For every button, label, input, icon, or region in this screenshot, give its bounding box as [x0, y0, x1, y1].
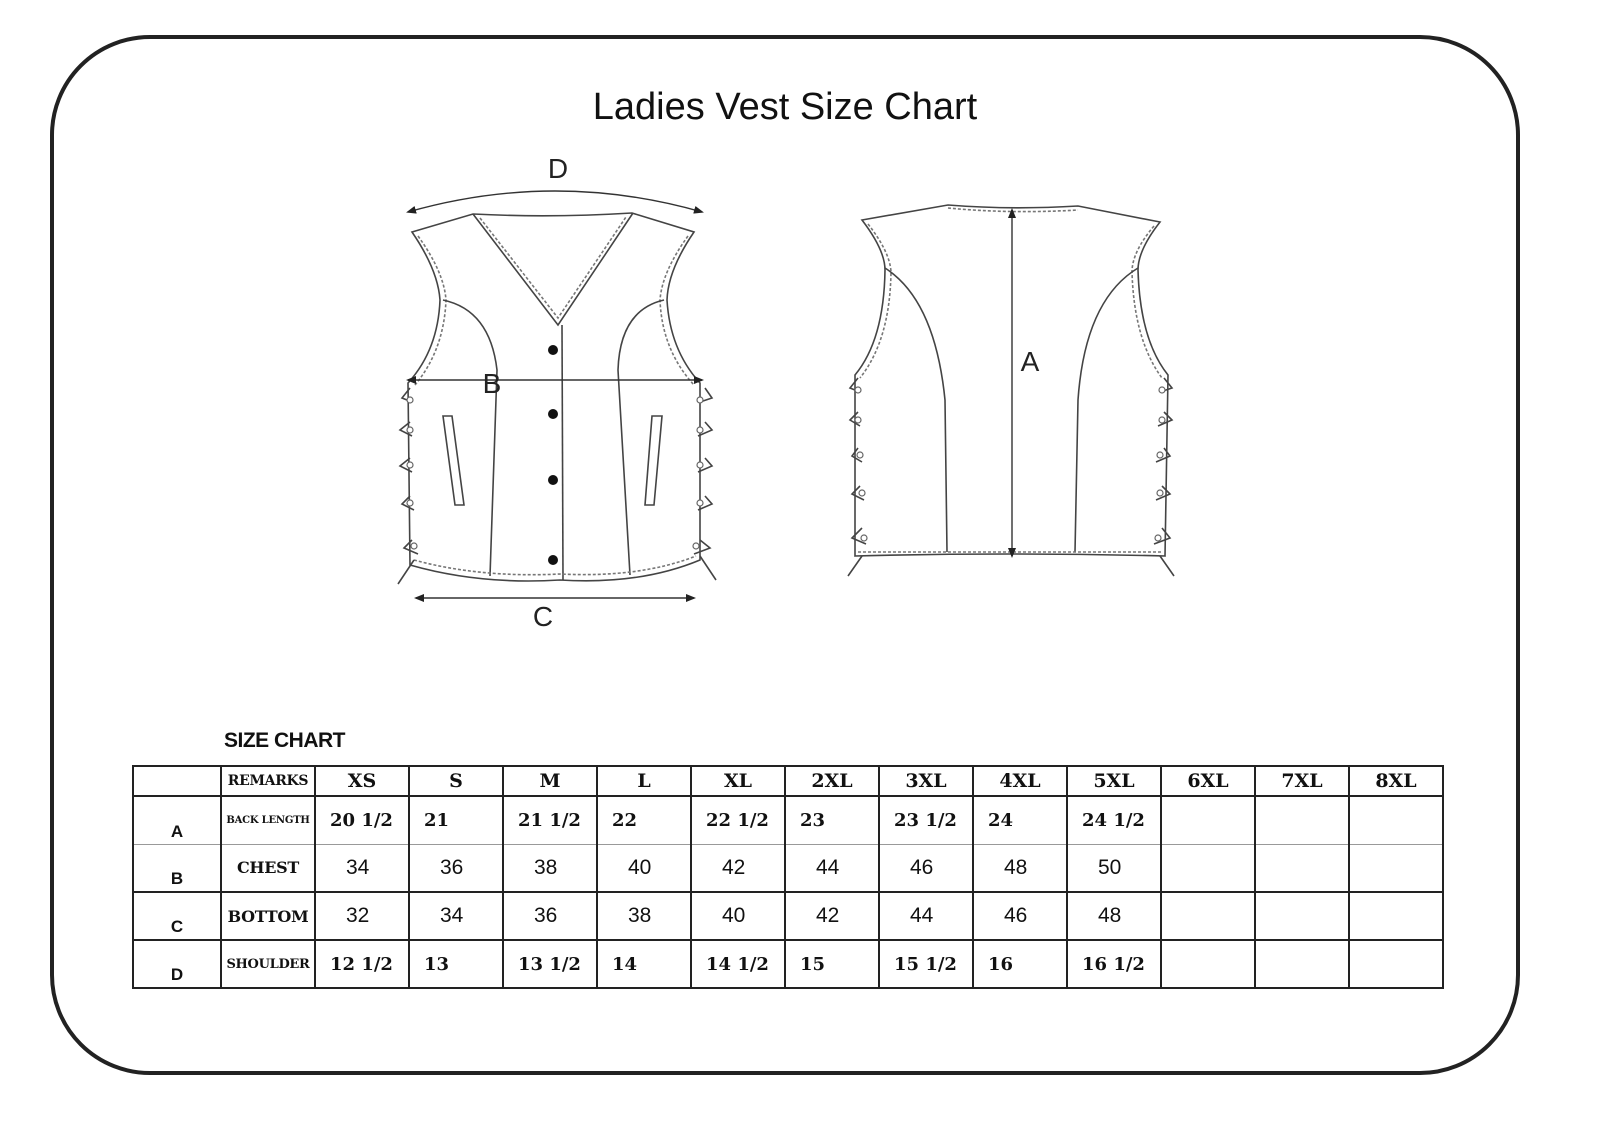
cell: 14 1/2: [691, 940, 785, 988]
header-size: S: [409, 766, 503, 796]
header-size: 5XL: [1067, 766, 1161, 796]
cell: 15 1/2: [879, 940, 973, 988]
header-size: XL: [691, 766, 785, 796]
header-size: L: [597, 766, 691, 796]
cell: 44: [879, 892, 973, 940]
cell: 40: [691, 892, 785, 940]
back-vest-diagram: [848, 205, 1174, 576]
cell: [1161, 796, 1255, 844]
cell: 50: [1067, 844, 1161, 892]
cell: [1349, 796, 1443, 844]
row-letter: D: [133, 940, 221, 988]
cell: 42: [691, 844, 785, 892]
cell: [1255, 892, 1349, 940]
row-letter: C: [133, 892, 221, 940]
row-remark: CHEST: [221, 844, 315, 892]
cell: 12 1/2: [315, 940, 409, 988]
row-letter: A: [133, 796, 221, 844]
header-size: 3XL: [879, 766, 973, 796]
cell: [1161, 940, 1255, 988]
cell: [1349, 940, 1443, 988]
cell: 20 1/2: [315, 796, 409, 844]
cell: [1255, 844, 1349, 892]
header-size: XS: [315, 766, 409, 796]
table-row: [133, 796, 1443, 844]
label-d: D: [547, 153, 569, 184]
cell: 46: [879, 844, 973, 892]
header-blank: [133, 766, 221, 796]
cell: [1255, 940, 1349, 988]
cell: 14: [597, 940, 691, 988]
cell: 46: [973, 892, 1067, 940]
cell: [1349, 844, 1443, 892]
header-size: 4XL: [973, 766, 1067, 796]
cell: 16 1/2: [1067, 940, 1161, 988]
header-size: 8XL: [1349, 766, 1443, 796]
cell: 44: [785, 844, 879, 892]
cell: 36: [409, 844, 503, 892]
cell: 13 1/2: [503, 940, 597, 988]
cell: 23: [785, 796, 879, 844]
cell: 13: [409, 940, 503, 988]
cell: 36: [503, 892, 597, 940]
cell: 15: [785, 940, 879, 988]
cell: 24: [973, 796, 1067, 844]
cell: 24 1/2: [1067, 796, 1161, 844]
cell: [1255, 796, 1349, 844]
row-remark: BOTTOM: [221, 892, 315, 940]
cell: 48: [973, 844, 1067, 892]
cell: 21: [409, 796, 503, 844]
table-row: [133, 940, 1443, 988]
table-row: [133, 892, 1443, 940]
table-row: [133, 844, 1443, 892]
cell: 22: [597, 796, 691, 844]
header-size: 7XL: [1255, 766, 1349, 796]
cell: 48: [1067, 892, 1161, 940]
label-b: B: [482, 368, 502, 399]
row-letter: B: [133, 844, 221, 892]
cell: [1161, 892, 1255, 940]
cell: 32: [315, 892, 409, 940]
header-size: 2XL: [785, 766, 879, 796]
cell: 21 1/2: [503, 796, 597, 844]
size-chart-table: [132, 765, 1444, 989]
cell: 22 1/2: [691, 796, 785, 844]
cell: 16: [973, 940, 1067, 988]
cell: 34: [315, 844, 409, 892]
cell: 23 1/2: [879, 796, 973, 844]
table-header-row: [133, 766, 1443, 796]
cell: 40: [597, 844, 691, 892]
cell: 34: [409, 892, 503, 940]
cell: [1161, 844, 1255, 892]
header-remarks: REMARKS: [221, 766, 315, 796]
cell: 38: [597, 892, 691, 940]
row-remark: SHOULDER: [221, 940, 315, 988]
cell: 38: [503, 844, 597, 892]
page-title: Ladies Vest Size Chart: [592, 86, 978, 128]
row-remark: BACK LENGTH: [221, 796, 315, 844]
header-size: 6XL: [1161, 766, 1255, 796]
cell: [1349, 892, 1443, 940]
size-chart-heading: SIZE CHART: [224, 729, 345, 752]
button-dots: [548, 345, 558, 565]
label-a: A: [1020, 346, 1040, 377]
label-c: C: [532, 601, 554, 632]
cell: 42: [785, 892, 879, 940]
header-size: M: [503, 766, 597, 796]
